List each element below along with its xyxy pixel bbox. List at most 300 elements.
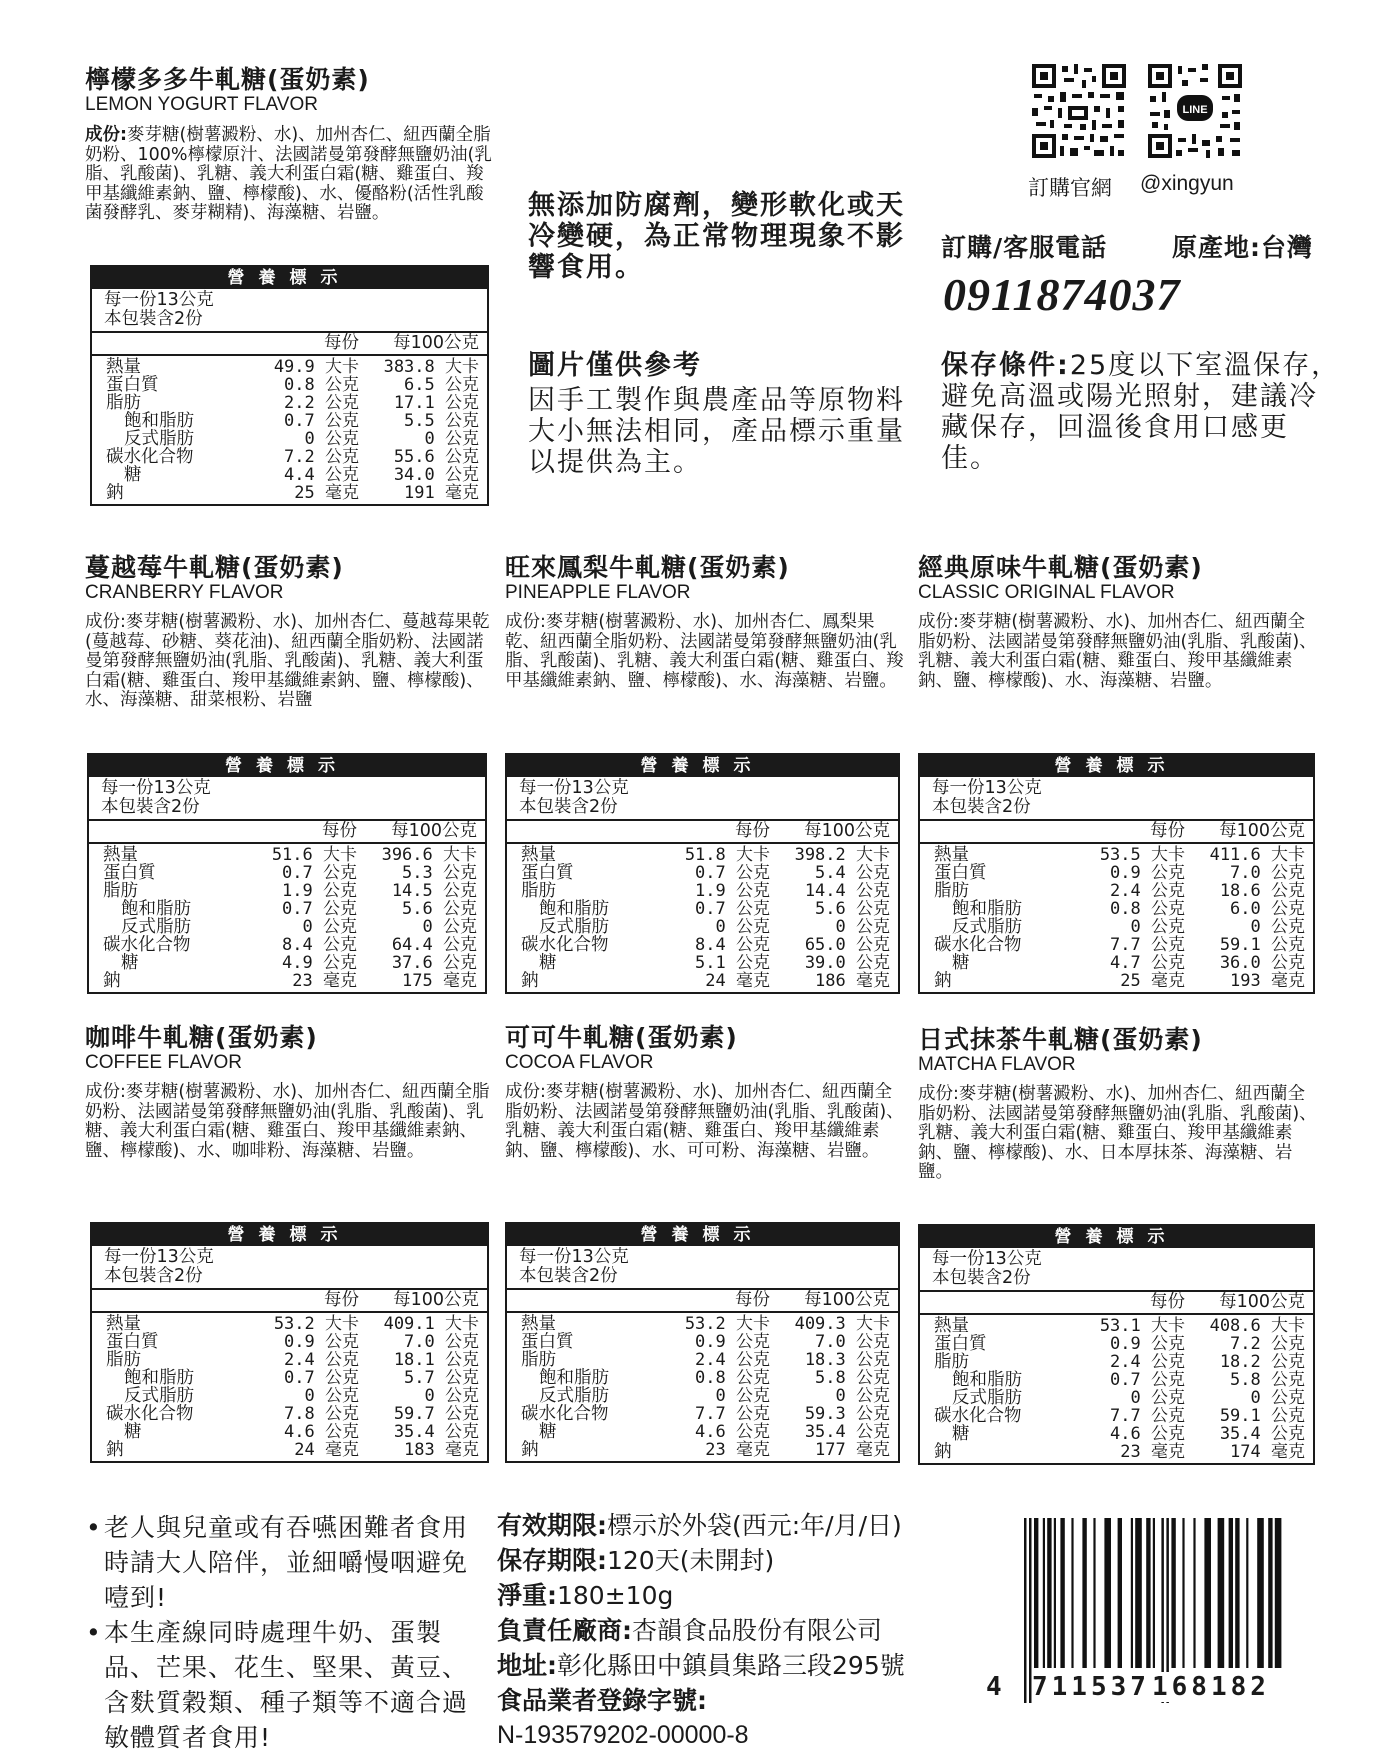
registration-number: N-193579202-00000-8 bbox=[497, 1721, 749, 1749]
nutrient-per-100g: 5.8 公克 bbox=[815, 1368, 890, 1388]
barcode-lead-digit: 4 bbox=[986, 1672, 1006, 1702]
nutrient-name: 鈉 bbox=[521, 971, 539, 991]
serving-size: 每一份13公克 bbox=[519, 778, 629, 798]
shelf-life-value: 120天(未開封) bbox=[607, 1546, 775, 1575]
nutrition-row bbox=[920, 1389, 1313, 1407]
nutrient-name: 鈉 bbox=[103, 971, 121, 991]
nutrient-per-serving: 7.7 公克 bbox=[1110, 935, 1185, 955]
nutrient-per-100g: 411.6 大卡 bbox=[1209, 845, 1305, 865]
nutrient-name: 鈉 bbox=[106, 1440, 124, 1460]
picture-notice-body: 因手工製作與農產品等原物料大小無法相同，產品標示重量以提供為主。 bbox=[528, 385, 905, 478]
nutrient-per-serving: 2.4 公克 bbox=[1110, 1352, 1185, 1372]
nutrient-name: 碳水化合物 bbox=[521, 1404, 609, 1424]
nutrient-per-serving: 0 公克 bbox=[302, 917, 357, 937]
serving-info bbox=[920, 777, 1313, 821]
nutrient-per-100g: 14.5 公克 bbox=[391, 881, 477, 901]
nutrient-per-100g: 35.4 公克 bbox=[393, 1422, 479, 1442]
nutrient-per-100g: 6.5 公克 bbox=[404, 375, 479, 395]
nutrient-per-serving: 0.9 公克 bbox=[1110, 863, 1185, 883]
nutrient-name: 脂肪 bbox=[934, 1352, 969, 1372]
nutrition-row bbox=[507, 1369, 898, 1387]
nutrient-name: 熱量 bbox=[521, 1314, 556, 1334]
nutrient-per-serving: 53.2 大卡 bbox=[684, 1314, 770, 1334]
servings-per-package: 本包裝含2份 bbox=[519, 1266, 618, 1286]
nutrient-per-100g: 7.0 公克 bbox=[1230, 863, 1305, 883]
nutrition-row bbox=[92, 1405, 487, 1423]
nutrient-per-100g: 55.6 公克 bbox=[393, 447, 479, 467]
serving-info bbox=[92, 289, 487, 333]
nutrient-per-serving: 4.7 公克 bbox=[1110, 953, 1185, 973]
nutrient-name: 反式脂肪 bbox=[121, 917, 191, 937]
nutrient-name: 碳水化合物 bbox=[934, 1406, 1022, 1426]
nutrient-name: 糖 bbox=[124, 1422, 142, 1442]
servings-per-package: 本包裝含2份 bbox=[932, 797, 1031, 817]
nutrient-per-100g: 6.0 公克 bbox=[1230, 899, 1305, 919]
nutrition-row bbox=[92, 394, 487, 412]
nutrient-per-serving: 53.1 大卡 bbox=[1099, 1316, 1185, 1336]
nutrition-column-headers bbox=[920, 821, 1313, 844]
line-qr-code-icon bbox=[1146, 62, 1244, 160]
nutrient-name: 熱量 bbox=[106, 1314, 141, 1334]
nutrient-name: 蛋白質 bbox=[934, 1334, 987, 1354]
nutrition-header: 營養標示 bbox=[920, 755, 1313, 777]
ingredients-label: 成份: bbox=[918, 1084, 959, 1104]
nutrient-per-serving: 53.2 大卡 bbox=[273, 1314, 359, 1334]
nutrient-name: 脂肪 bbox=[106, 393, 141, 413]
ingredients-label: 成份: bbox=[505, 1082, 546, 1102]
nutrient-per-serving: 4.9 公克 bbox=[282, 953, 357, 973]
serving-size: 每一份13公克 bbox=[932, 778, 1042, 798]
nutrition-row bbox=[89, 936, 485, 954]
nutrient-per-serving: 0 公克 bbox=[715, 1386, 770, 1406]
nutrient-per-serving: 0.9 公克 bbox=[1110, 1334, 1185, 1354]
per-serving-header: 每份 bbox=[324, 1290, 359, 1310]
barcode-bar bbox=[1104, 1518, 1111, 1668]
nutrient-name: 脂肪 bbox=[521, 881, 556, 901]
ingredients bbox=[505, 613, 905, 691]
nutrient-name: 鈉 bbox=[934, 1442, 952, 1462]
nutrition-row bbox=[920, 972, 1313, 990]
nutrient-per-100g: 0 公克 bbox=[424, 429, 479, 449]
per-100g-header: 每100公克 bbox=[804, 821, 890, 841]
nutrition-header: 營養標示 bbox=[89, 755, 485, 777]
product-title: 旺來鳳梨牛軋糖(蛋奶素) bbox=[505, 553, 790, 582]
nutrient-per-serving: 0.7 公克 bbox=[284, 411, 359, 431]
nutrient-per-serving: 7.8 公克 bbox=[284, 1404, 359, 1424]
nutrient-name: 反式脂肪 bbox=[952, 1388, 1022, 1408]
nutrient-per-100g: 59.3 公克 bbox=[804, 1404, 890, 1424]
qr-code-icon bbox=[1030, 62, 1128, 160]
nutrition-row bbox=[89, 954, 485, 972]
serving-size: 每一份13公克 bbox=[519, 1247, 629, 1267]
nutrition-row bbox=[89, 846, 485, 864]
nutrition-header: 營養標示 bbox=[920, 1226, 1313, 1248]
nutrition-row bbox=[507, 846, 898, 864]
nutrient-per-100g: 34.0 公克 bbox=[393, 465, 479, 485]
ingredients bbox=[505, 1083, 905, 1161]
product-title: 日式抹茶牛軋糖(蛋奶素) bbox=[918, 1025, 1203, 1054]
nutrient-per-100g: 398.2 大卡 bbox=[794, 845, 890, 865]
nutrition-row bbox=[920, 846, 1313, 864]
barcode-bar bbox=[1082, 1518, 1086, 1668]
per-serving-header: 每份 bbox=[1150, 1292, 1185, 1312]
nutrient-name: 反式脂肪 bbox=[539, 1386, 609, 1406]
nutrient-name: 蛋白質 bbox=[106, 1332, 159, 1352]
nutrient-per-serving: 1.9 公克 bbox=[282, 881, 357, 901]
nutrient-per-100g: 39.0 公克 bbox=[804, 953, 890, 973]
barcode-right-digits: 168182 bbox=[1152, 1672, 1270, 1702]
per-serving-header: 每份 bbox=[322, 821, 357, 841]
nutrition-column-headers bbox=[920, 1292, 1313, 1315]
nutrient-per-100g: 18.6 公克 bbox=[1219, 881, 1305, 901]
nutrition-row bbox=[920, 1443, 1313, 1461]
nutrition-row bbox=[507, 936, 898, 954]
barcode-bar bbox=[1257, 1518, 1264, 1668]
nutrient-name: 鈉 bbox=[934, 971, 952, 991]
storage-conditions bbox=[941, 350, 1341, 474]
phone-label: 訂購/客服電話 bbox=[941, 233, 1108, 262]
nutrition-row bbox=[92, 1441, 487, 1459]
nutrition-row bbox=[507, 1405, 898, 1423]
barcode-bar bbox=[1153, 1518, 1155, 1668]
line-qr-code[interactable] bbox=[1146, 62, 1244, 160]
nutrient-name: 反式脂肪 bbox=[952, 917, 1022, 937]
picture-notice-title: 圖片僅供參考 bbox=[528, 350, 702, 381]
nutrition-row bbox=[92, 1333, 487, 1351]
nutrient-per-serving: 4.6 公克 bbox=[284, 1422, 359, 1442]
nutrient-per-100g: 0 公克 bbox=[835, 917, 890, 937]
product-title: 經典原味牛軋糖(蛋奶素) bbox=[918, 553, 1203, 582]
ingredients-text: 麥芽糖(樹薯澱粉、水)、加州杏仁、蔓越莓果乾(蔓越莓、砂糖、葵花油)、紐西蘭全脂奶粉、法國諾曼第發酵無鹽奶油(乳脂、乳酸菌)、乳糖、義大利蛋白霜(糖、雞蛋白、羧甲基纖維素鈉、鹽、檸檬酸)、水、海藻糖、甜菜根粉、岩鹽 bbox=[85, 612, 490, 710]
nutrient-name: 蛋白質 bbox=[934, 863, 987, 883]
nutrient-per-serving: 24 毫克 bbox=[705, 971, 770, 991]
nutrient-per-serving: 8.4 公克 bbox=[282, 935, 357, 955]
nutrition-table bbox=[90, 265, 489, 506]
nutrient-per-serving: 23 毫克 bbox=[292, 971, 357, 991]
nutrient-per-100g: 5.6 公克 bbox=[815, 899, 890, 919]
nutrition-rows bbox=[507, 844, 898, 992]
nutrition-row bbox=[92, 466, 487, 484]
nutrient-per-100g: 17.1 公克 bbox=[393, 393, 479, 413]
net-weight-value: 180±10g bbox=[557, 1581, 674, 1610]
expiry-label: 有效期限: bbox=[497, 1511, 607, 1540]
nutrient-per-serving: 4.4 公克 bbox=[284, 465, 359, 485]
nutrition-column-headers bbox=[507, 821, 898, 844]
nutrient-name: 脂肪 bbox=[103, 881, 138, 901]
nutrient-name: 熱量 bbox=[103, 845, 138, 865]
nutrient-name: 反式脂肪 bbox=[539, 917, 609, 937]
nutrition-row bbox=[507, 1351, 898, 1369]
nutrient-name: 碳水化合物 bbox=[521, 935, 609, 955]
nutrient-per-serving: 51.6 大卡 bbox=[271, 845, 357, 865]
product-english-name: LEMON YOGURT FLAVOR bbox=[85, 94, 318, 115]
nutrient-per-100g: 7.2 公克 bbox=[1230, 1334, 1305, 1354]
nutrient-per-100g: 18.2 公克 bbox=[1219, 1352, 1305, 1372]
nutrient-name: 糖 bbox=[539, 953, 557, 973]
ingredients-text: 麥芽糖(樹薯澱粉、水)、加州杏仁、紐西蘭全脂奶粉、100%檸檬原汁、法國諾曼第發酵無鹽奶油(乳脂、乳酸菌)、乳糖、義大利蛋白霜(糖、雞蛋白、羧甲基纖維素鈉、鹽、檸檬酸)、水、優酪粉(活性乳酸菌發酵乳、麥芽糊精)、海藻糖、岩鹽。 bbox=[85, 125, 492, 223]
product-english-name: COCOA FLAVOR bbox=[505, 1052, 654, 1073]
nutrient-per-100g: 65.0 公克 bbox=[804, 935, 890, 955]
per-100g-header: 每100公克 bbox=[393, 333, 479, 353]
nutrition-rows bbox=[920, 844, 1313, 992]
nutrition-row bbox=[920, 954, 1313, 972]
nutrition-column-headers bbox=[92, 333, 487, 356]
nutrient-per-serving: 4.6 公克 bbox=[1110, 1424, 1185, 1444]
per-serving-header: 每份 bbox=[1150, 821, 1185, 841]
serving-info bbox=[89, 777, 485, 821]
nutrient-per-100g: 14.4 公克 bbox=[804, 881, 890, 901]
nutrient-name: 脂肪 bbox=[521, 1350, 556, 1370]
expiry-info bbox=[497, 1508, 902, 1543]
website-qr-code[interactable] bbox=[1030, 62, 1128, 160]
nutrient-per-100g: 0 公克 bbox=[422, 917, 477, 937]
nutrient-per-100g: 193 毫克 bbox=[1230, 971, 1305, 991]
nutrient-per-serving: 0 公克 bbox=[1130, 917, 1185, 937]
servings-per-package: 本包裝含2份 bbox=[932, 1268, 1031, 1288]
nutrition-header: 營養標示 bbox=[92, 267, 487, 289]
nutrition-row bbox=[507, 1333, 898, 1351]
nutrient-per-100g: 177 毫克 bbox=[815, 1440, 890, 1460]
barcode-bar bbox=[1218, 1518, 1225, 1668]
nutrient-per-100g: 0 公克 bbox=[1250, 1388, 1305, 1408]
nutrient-per-serving: 7.7 公克 bbox=[1110, 1406, 1185, 1426]
barcode-bar bbox=[1204, 1518, 1211, 1668]
servings-per-package: 本包裝含2份 bbox=[104, 309, 203, 329]
nutrition-row bbox=[89, 972, 485, 990]
nutrition-row bbox=[92, 1369, 487, 1387]
nutrition-rows bbox=[92, 356, 487, 504]
per-100g-header: 每100公克 bbox=[1219, 821, 1305, 841]
nutrient-name: 熱量 bbox=[934, 845, 969, 865]
nutrient-per-serving: 0.7 公克 bbox=[695, 863, 770, 883]
nutrient-name: 蛋白質 bbox=[103, 863, 156, 883]
nutrient-per-100g: 408.6 大卡 bbox=[1209, 1316, 1305, 1336]
line-logo-text: LINE bbox=[1182, 104, 1208, 116]
nutrient-per-100g: 37.6 公克 bbox=[391, 953, 477, 973]
nutrition-row bbox=[507, 972, 898, 990]
nutrient-name: 碳水化合物 bbox=[106, 1404, 194, 1424]
warning-text: 老人與兒童或有吞嚥困難者食用時請大人陪伴，並細嚼慢咽避免噎到! bbox=[104, 1513, 469, 1612]
ingredients-label: 成份: bbox=[85, 125, 127, 145]
barcode-bar bbox=[1054, 1518, 1056, 1668]
registration-label: 食品業者登錄字號: bbox=[497, 1686, 707, 1715]
nutrient-name: 飽和脂肪 bbox=[952, 899, 1022, 919]
nutrition-row bbox=[920, 1425, 1313, 1443]
nutrient-per-100g: 5.4 公克 bbox=[815, 863, 890, 883]
barcode-bar bbox=[1193, 1518, 1195, 1668]
nutrient-per-serving: 23 毫克 bbox=[705, 1440, 770, 1460]
nutrient-name: 脂肪 bbox=[106, 1350, 141, 1370]
nutrient-name: 鈉 bbox=[106, 483, 124, 503]
serving-size: 每一份13公克 bbox=[101, 778, 211, 798]
nutrient-name: 碳水化合物 bbox=[103, 935, 191, 955]
barcode-bar bbox=[1071, 1518, 1073, 1668]
per-serving-header: 每份 bbox=[324, 333, 359, 353]
nutrient-per-100g: 5.7 公克 bbox=[404, 1368, 479, 1388]
ingredients bbox=[918, 613, 1318, 691]
nutrition-table bbox=[918, 1224, 1315, 1465]
ingredients-label: 成份: bbox=[85, 1082, 126, 1102]
nutrient-per-serving: 2.4 公克 bbox=[1110, 881, 1185, 901]
nutrition-rows bbox=[89, 844, 485, 992]
nutrition-row bbox=[89, 918, 485, 936]
nutrient-name: 糖 bbox=[952, 953, 970, 973]
per-100g-header: 每100公克 bbox=[804, 1290, 890, 1310]
nutrient-name: 糖 bbox=[121, 953, 139, 973]
manufacturer-info bbox=[497, 1613, 882, 1648]
nutrient-name: 糖 bbox=[124, 465, 142, 485]
ingredients-label: 成份: bbox=[505, 612, 546, 632]
serving-info bbox=[920, 1248, 1313, 1292]
nutrient-name: 反式脂肪 bbox=[124, 1386, 194, 1406]
nutrient-per-100g: 0 公克 bbox=[1250, 917, 1305, 937]
nutrient-per-serving: 0.7 公克 bbox=[1110, 1370, 1185, 1390]
nutrient-per-serving: 2.4 公克 bbox=[284, 1350, 359, 1370]
ingredients bbox=[85, 1083, 495, 1161]
nutrition-table bbox=[918, 753, 1315, 994]
nutrition-row bbox=[507, 1423, 898, 1441]
nutrition-rows bbox=[507, 1313, 898, 1461]
nutrient-per-100g: 35.4 公克 bbox=[1219, 1424, 1305, 1444]
nutrition-row bbox=[92, 376, 487, 394]
nutrient-name: 反式脂肪 bbox=[124, 429, 194, 449]
product-english-name: CLASSIC ORIGINAL FLAVOR bbox=[918, 582, 1175, 603]
nutrition-row bbox=[507, 1387, 898, 1405]
nutrient-name: 熱量 bbox=[521, 845, 556, 865]
nutrient-per-100g: 7.0 公克 bbox=[815, 1332, 890, 1352]
barcode-bar bbox=[1229, 1518, 1233, 1668]
bullet-icon: • bbox=[86, 1513, 102, 1542]
nutrition-row bbox=[92, 430, 487, 448]
barcode-left-digits: 711537 bbox=[1032, 1672, 1150, 1702]
nutrition-row bbox=[92, 1423, 487, 1441]
serving-info bbox=[92, 1246, 487, 1290]
nutrient-per-100g: 5.5 公克 bbox=[404, 411, 479, 431]
shelf-life-info bbox=[497, 1543, 774, 1578]
nutrition-row bbox=[920, 918, 1313, 936]
nutrient-per-serving: 0.8 公克 bbox=[695, 1368, 770, 1388]
serving-size: 每一份13公克 bbox=[932, 1249, 1042, 1269]
per-100g-header: 每100公克 bbox=[393, 1290, 479, 1310]
nutrient-per-100g: 64.4 公克 bbox=[391, 935, 477, 955]
bullet-icon: • bbox=[86, 1618, 102, 1647]
nutrient-per-100g: 175 毫克 bbox=[402, 971, 477, 991]
warning-allergens bbox=[86, 1615, 476, 1755]
ingredients-text: 麥芽糖(樹薯澱粉、水)、加州杏仁、紐西蘭全脂奶粉、法國諾曼第發酵無鹽奶油(乳脂、乳酸菌)、乳糖、義大利蛋白霜(糖、雞蛋白、羧甲基纖維素鈉、鹽、檸檬酸)、水、海藻糖、岩鹽。 bbox=[918, 612, 1317, 691]
nutrient-per-serving: 2.4 公克 bbox=[695, 1350, 770, 1370]
nutrient-per-100g: 59.1 公克 bbox=[1219, 935, 1305, 955]
nutrient-per-100g: 174 毫克 bbox=[1230, 1442, 1305, 1462]
nutrition-row bbox=[507, 900, 898, 918]
ingredients bbox=[918, 1085, 1318, 1183]
shelf-life-label: 保存期限: bbox=[497, 1546, 607, 1575]
nutrient-per-100g: 5.8 公克 bbox=[1230, 1370, 1305, 1390]
nutrition-row bbox=[92, 412, 487, 430]
nutrition-table bbox=[505, 1222, 900, 1463]
nutrient-name: 飽和脂肪 bbox=[952, 1370, 1022, 1390]
nutrient-per-serving: 8.4 公克 bbox=[695, 935, 770, 955]
per-100g-header: 每100公克 bbox=[391, 821, 477, 841]
nutrient-per-100g: 0 公克 bbox=[835, 1386, 890, 1406]
nutrient-per-serving: 4.6 公克 bbox=[695, 1422, 770, 1442]
nutrient-per-serving: 49.9 大卡 bbox=[273, 357, 359, 377]
nutrition-row bbox=[920, 1335, 1313, 1353]
nutrient-name: 脂肪 bbox=[934, 881, 969, 901]
product-english-name: MATCHA FLAVOR bbox=[918, 1054, 1076, 1075]
nutrient-per-100g: 396.6 大卡 bbox=[381, 845, 477, 865]
nutrient-per-serving: 0.8 公克 bbox=[1110, 899, 1185, 919]
barcode-bar bbox=[1171, 1518, 1175, 1668]
nutrient-per-100g: 0 公克 bbox=[424, 1386, 479, 1406]
nutrient-per-serving: 0.7 公克 bbox=[695, 899, 770, 919]
nutrient-name: 蛋白質 bbox=[521, 863, 574, 883]
barcode-bar bbox=[1034, 1518, 1038, 1668]
barcode-bar bbox=[1093, 1518, 1095, 1668]
serving-size: 每一份13公克 bbox=[104, 1247, 214, 1267]
nutrition-column-headers bbox=[507, 1290, 898, 1313]
ingredients bbox=[85, 126, 495, 224]
serving-info bbox=[507, 777, 898, 821]
barcode-bar bbox=[1235, 1518, 1239, 1668]
nutrient-per-serving: 0.9 公克 bbox=[284, 1332, 359, 1352]
nutrient-per-100g: 191 毫克 bbox=[404, 483, 479, 503]
nutrition-rows bbox=[920, 1315, 1313, 1463]
nutrient-name: 糖 bbox=[539, 1422, 557, 1442]
nutrient-per-serving: 23 毫克 bbox=[1120, 1442, 1185, 1462]
barcode-bar bbox=[1131, 1518, 1133, 1668]
expiry-value: 標示於外袋(西元:年/月/日) bbox=[607, 1511, 902, 1540]
warning-elderly-children bbox=[86, 1510, 476, 1615]
address-label: 地址: bbox=[497, 1651, 557, 1680]
nutrient-per-serving: 5.1 公克 bbox=[695, 953, 770, 973]
nutrition-row bbox=[920, 882, 1313, 900]
nutrient-per-100g: 383.8 大卡 bbox=[383, 357, 479, 377]
qr-site-label: 訂購官網 bbox=[1028, 176, 1112, 200]
nutrient-name: 鈉 bbox=[521, 1440, 539, 1460]
nutrient-per-serving: 25 毫克 bbox=[294, 483, 359, 503]
ingredients-text: 麥芽糖(樹薯澱粉、水)、加州杏仁、紐西蘭全脂奶粉、法國諾曼第發酵無鹽奶油(乳脂、乳酸菌)、乳糖、義大利蛋白霜(糖、雞蛋白、羧甲基纖維素鈉、鹽、檸檬酸)、水、咖啡粉、海藻糖、岩鹽。 bbox=[85, 1082, 490, 1161]
barcode-bar bbox=[1246, 1518, 1248, 1668]
nutrition-table bbox=[505, 753, 900, 994]
barcode-bar bbox=[1024, 1518, 1027, 1703]
nutrient-per-100g: 5.6 公克 bbox=[402, 899, 477, 919]
ingredients-text: 麥芽糖(樹薯澱粉、水)、加州杏仁、鳳梨果乾、紐西蘭全脂奶粉、法國諾曼第發酵無鹽奶油(乳脂、乳酸菌)、乳糖、義大利蛋白霜(糖、雞蛋白、羧甲基纖維素鈉、鹽、檸檬酸)、水、海藻糖、岩鹽。 bbox=[505, 612, 904, 691]
per-serving-header: 每份 bbox=[735, 1290, 770, 1310]
servings-per-package: 本包裝含2份 bbox=[101, 797, 200, 817]
serving-info bbox=[507, 1246, 898, 1290]
nutrition-row bbox=[920, 936, 1313, 954]
nutrient-name: 飽和脂肪 bbox=[539, 1368, 609, 1388]
phone-number[interactable]: 0911874037 bbox=[943, 269, 1181, 320]
nutrient-per-serving: 25 毫克 bbox=[1120, 971, 1185, 991]
no-preservative-notice: 無添加防腐劑，變形軟化或天冷變硬，為正常物理現象不影響食用。 bbox=[528, 190, 905, 283]
nutrient-per-serving: 0 公克 bbox=[304, 429, 359, 449]
nutrition-row bbox=[507, 864, 898, 882]
nutrition-row bbox=[89, 864, 485, 882]
net-weight-label: 淨重: bbox=[497, 1581, 557, 1610]
nutrient-per-100g: 18.1 公克 bbox=[393, 1350, 479, 1370]
nutrient-per-100g: 18.3 公克 bbox=[804, 1350, 890, 1370]
product-english-name: COFFEE FLAVOR bbox=[85, 1052, 242, 1073]
nutrient-per-100g: 59.7 公克 bbox=[393, 1404, 479, 1424]
manufacturer-label: 負責任廠商: bbox=[497, 1616, 632, 1645]
nutrition-row bbox=[92, 1387, 487, 1405]
nutrition-row bbox=[92, 484, 487, 502]
nutrient-per-serving: 0.8 公克 bbox=[284, 375, 359, 395]
nutrition-row bbox=[920, 1407, 1313, 1425]
product-english-name: PINEAPPLE FLAVOR bbox=[505, 582, 691, 603]
nutrition-row bbox=[92, 358, 487, 376]
